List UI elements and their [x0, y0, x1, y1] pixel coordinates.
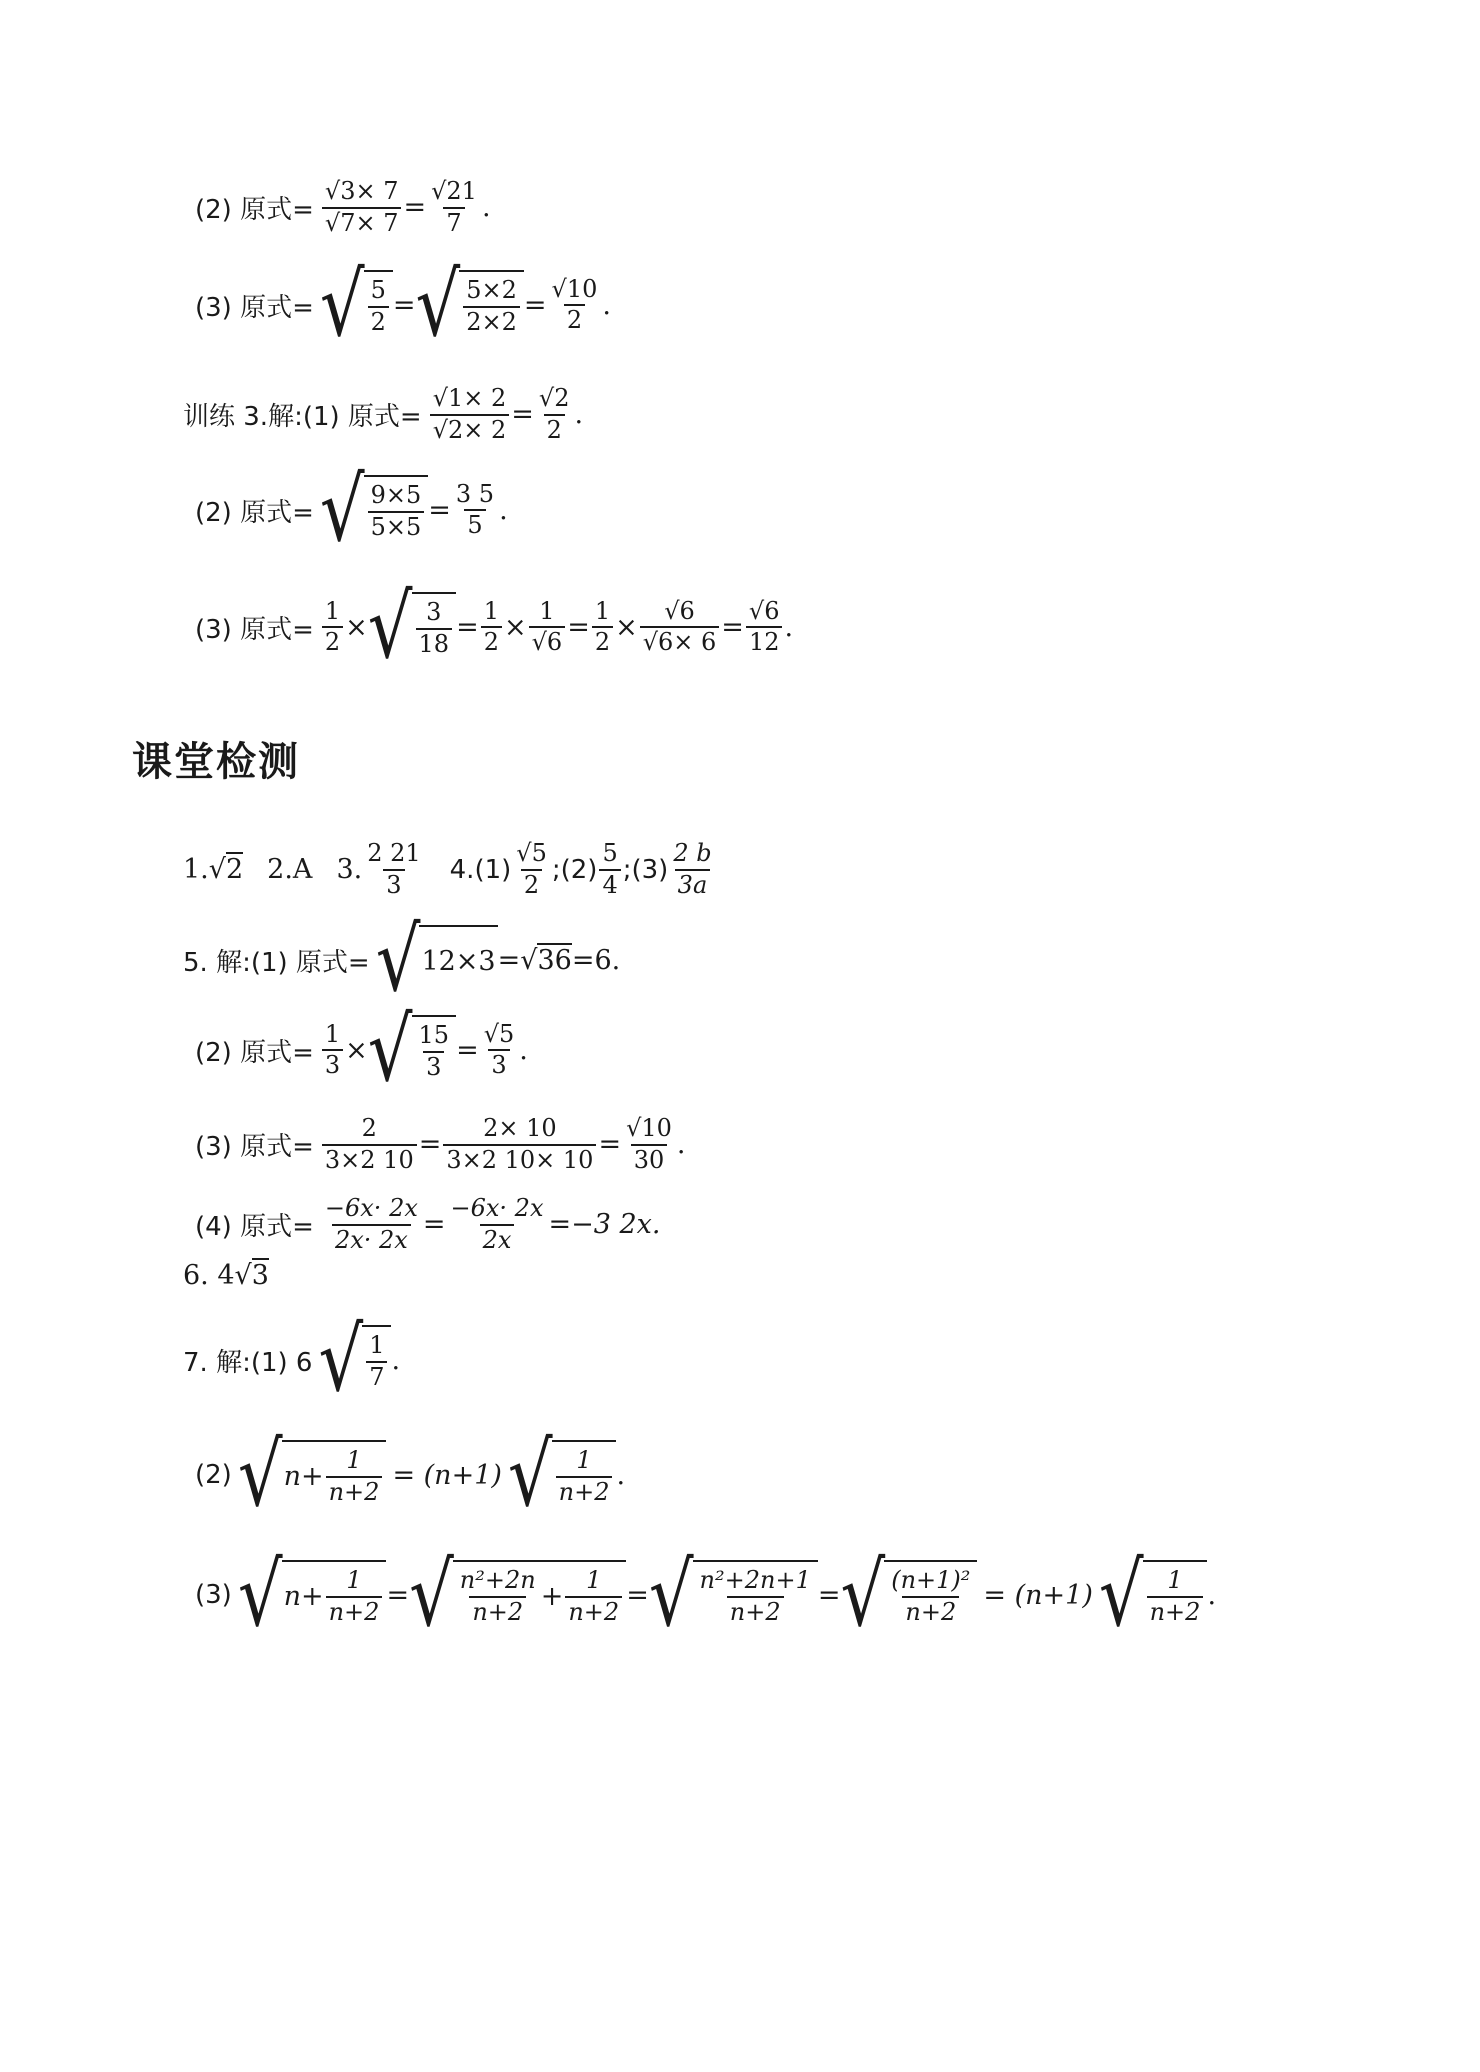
numerator: 5×2: [466, 276, 517, 304]
denominator: 7× 7: [340, 208, 399, 237]
numerator: 5: [370, 276, 386, 304]
top-part2: (2) 原式= $\frac{√3\times 7}{√7\times 7}$ = $\frac{√21}{7}$ .: [195, 177, 491, 237]
result-fraction: $\frac{√2}{2}$: [538, 384, 570, 444]
denominator: 2: [368, 306, 389, 337]
fraction: $\frac{√1\times 2}{√2\times 2}$: [430, 385, 510, 444]
radical: √ $\frac{1}{n+2}$: [1099, 1560, 1208, 1630]
part-label: (2) 原式=: [195, 497, 314, 528]
training3-part1: 训练 3.解:(1) 原式= $\frac{√1\times 2}{√2\times 2}$ = $\frac{√2}{2}$ .: [183, 384, 584, 444]
radical: √ $\frac{5\times 2}{2\times 2}$: [416, 270, 524, 340]
radical: √ 12×3: [375, 908, 496, 1012]
section-title: 课堂检测: [132, 739, 300, 785]
radical: √ $\frac{1}{7}$: [318, 1325, 391, 1395]
radical: √ n+ $\frac{1}{n+2}$: [238, 1560, 387, 1630]
part-label: (3) 原式=: [195, 614, 314, 645]
q5-part4: (4) 原式= $\frac{-6x\cdot 2x}{2x\cdot 2x}$ = $\frac{-6x\cdot 2x}{2x}$ =−3 2x.: [195, 1194, 661, 1254]
denominator: 7: [443, 207, 464, 238]
training3-part2: (2) 原式= √ $\frac{9\times 5}{5\times 5}$ = $\frac{3 5}{5}$ .: [195, 458, 508, 562]
training3-part3: (3) 原式= $\frac{1}{2}$ × √ $\frac{3}{18}$ = $\frac{1}{2}$ × $\frac{1}{√6}$ = $\frac{1}{2}$ × $\frac{√6}{√6\times 6}$ = $\frac{√6}{12}$ .: [195, 575, 794, 679]
result-fraction: $\frac{√10}{2}$: [551, 274, 598, 335]
radical: √ $\frac{\text{(n+1)²}}{n+2}$: [840, 1560, 977, 1630]
radical: √ $\frac{1}{n+2}$: [508, 1440, 617, 1510]
part-label: (2) 原式=: [195, 195, 314, 226]
radical: √ n+ $\frac{1}{n+2}$: [238, 1440, 387, 1510]
denominator: 2×2: [463, 306, 520, 337]
radical: √ $\frac{\text{n²+2n+1}}{n+2}$: [649, 1560, 818, 1630]
top-part3: (3) 原式= √ $\frac{5}{2}$ = √ $\frac{5\times 2}{2\times 2}$ = $\frac{√10}{2}$ .: [195, 253, 611, 357]
q7-part1: 7. 解:(1) 6 √ $\frac{1}{7}$ .: [183, 1308, 401, 1412]
q6: 6. 4 √3: [183, 1260, 269, 1291]
q5-part2: (2) 原式= $\frac{1}{3}$ × √ $\frac{15}{3}$ = $\frac{√5}{3}$ .: [195, 998, 528, 1102]
q5-part3: (3) 原式= $\frac{2}{3\times 2 10}$ = $\frac{2\times 10}{3\times 2 10\times 10}$ = $\frac{√10}{30}$ .: [195, 1114, 686, 1174]
result-fraction: $\frac{√21}{7}$: [431, 177, 477, 237]
result-fraction: $\frac{√6}{12}$: [746, 598, 783, 657]
numerator: 21: [446, 177, 477, 205]
q7-part3: (3) √ n+ $\frac{1}{n+2}$ = √ $\frac{\text{n²+2n}}{n+2}$ + $\frac{1}{n+2}$ = √ $\frac{\text{n²+2n+1}}{n+2}$ = √ $\frac{\text{(n+1)²}}{n+2}$ = (n+1) √ $\frac{1}{n+2}$ .: [195, 1543, 1217, 1647]
radical: √ $\frac{3}{18}$: [368, 592, 456, 662]
answers-1-4: 1. √2 2.A 3. $\frac{2 21}{3}$ 4.(1) $\frac{√5}{2}$ ;(2) $\frac{5}{4}$ ;(3) $\frac{2 b}{3a}$: [183, 839, 712, 899]
training-label: 训练 3.解:(1) 原式=: [183, 402, 422, 433]
numerator: 3× 7: [340, 177, 399, 205]
part-label: (3) 原式=: [195, 292, 314, 323]
fraction: $\frac{√3\times 7}{√7\times 7}$: [322, 178, 402, 237]
result-fraction: $\frac{3 5}{5}$: [455, 479, 495, 540]
q5-part1: 5. 解:(1) 原式= √ 12×3 = √36 =6.: [183, 908, 621, 1012]
radical: √ $\frac{15}{3}$: [368, 1015, 456, 1085]
radical: √ $\frac{9\times 5}{5\times 5}$: [320, 475, 428, 545]
q7-part2: (2) √ n+ $\frac{1}{n+2}$ = (n+1) √ $\frac{1}{n+2}$ .: [195, 1423, 626, 1527]
radical: √ $\frac{5}{2}$: [320, 270, 393, 340]
radical: √ $\frac{\text{n²+2n}}{n+2}$ + $\frac{1}{n+2}$: [409, 1560, 626, 1630]
